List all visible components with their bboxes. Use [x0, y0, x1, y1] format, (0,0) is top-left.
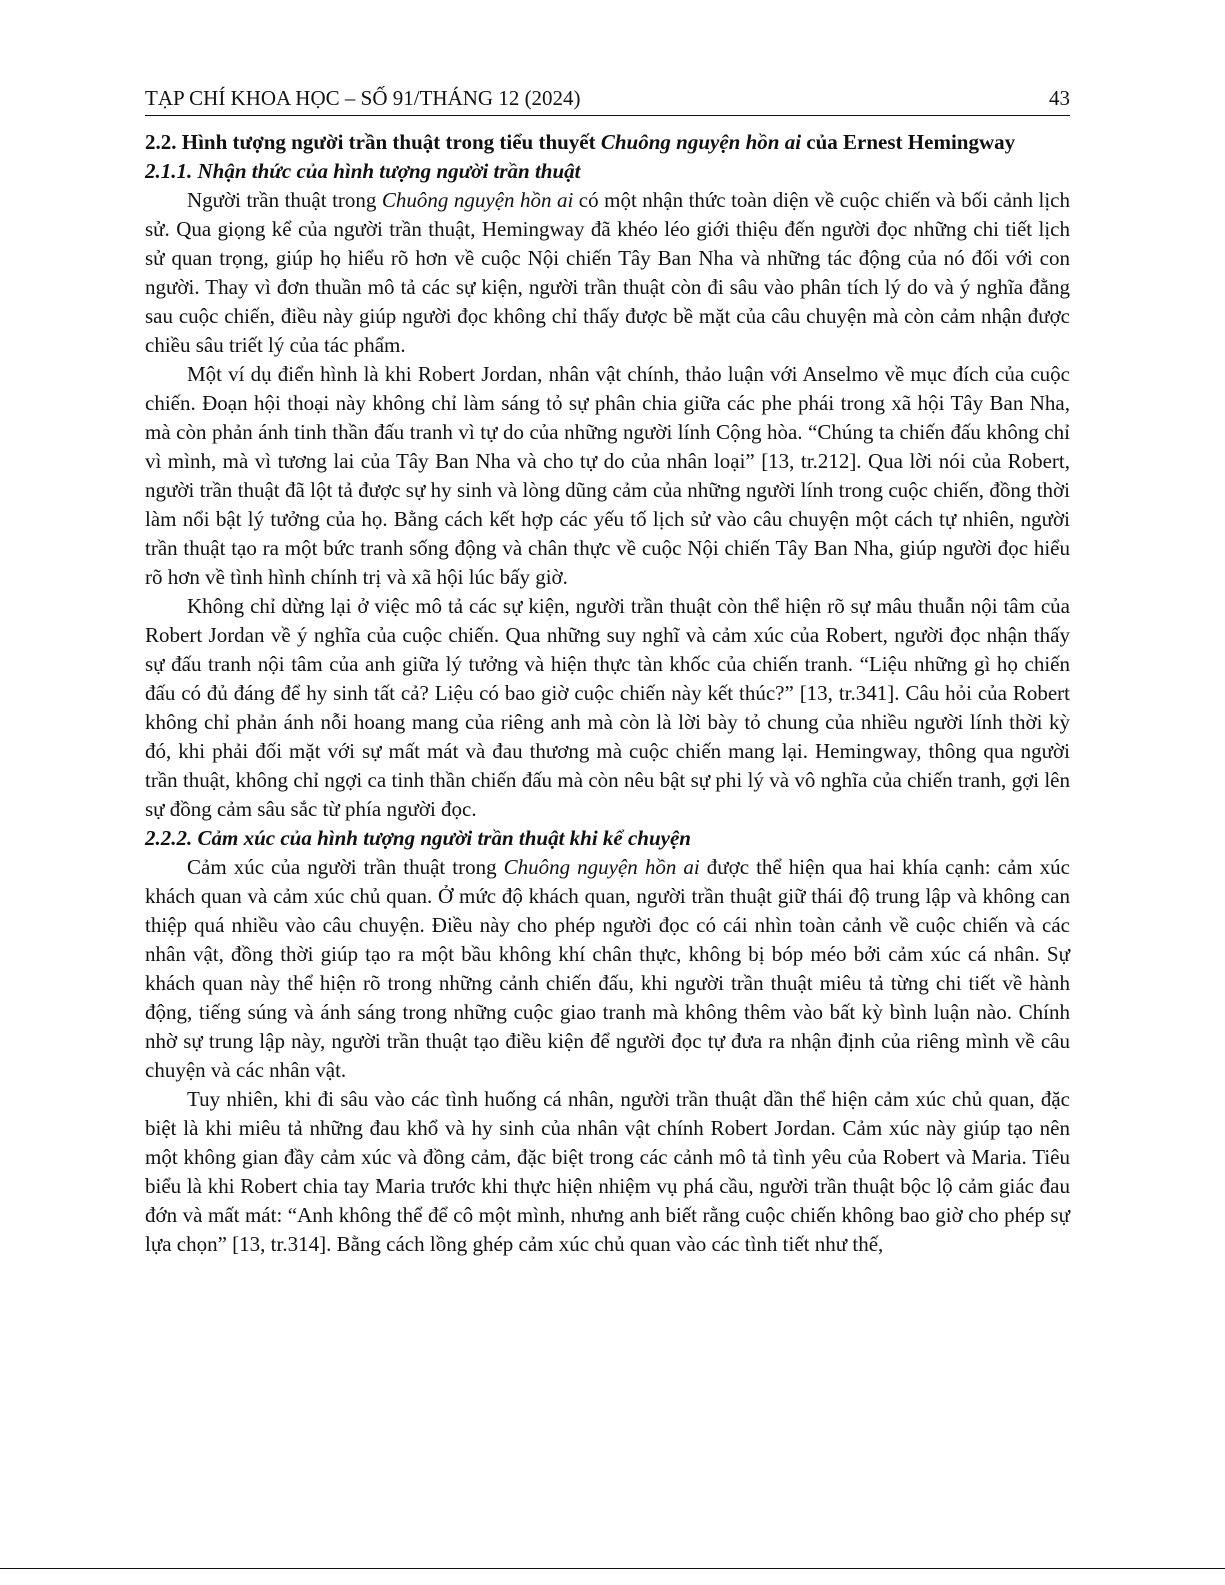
paragraph-4	[145, 853, 1070, 1085]
paragraph-1	[145, 186, 1070, 360]
article-body	[145, 128, 1070, 1259]
paragraph-5: Tuy nhiên, khi đi sâu vào các tình huống cá nhân, người trần thuật dần thể hiện cảm xúc chủ quan, đặc biệt là khi miêu tả những đau khổ và hy sinh của nhân vật chính Robert Jordan. Cảm xúc này giúp tạo nên một không gian đầy cảm xúc và đồng cảm, đặc biệt trong các cảnh mô tả tình yêu của Robert và Maria. Tiêu biểu là khi Robert chia tay Maria trước khi thực hiện nhiệm vụ phá cầu, người trần thuật bộc lộ cảm giác đau đớn và mất mát: “Anh không thể để cô một mình, nhưng anh biết rằng cuộc chiến không bao giờ cho phép sự lựa chọn” [13, tr.314]. Bằng cách lồng ghép cảm xúc chủ quan vào các tình tiết như thế,	[145, 1087, 1070, 1256]
page-bottom-rule	[0, 1568, 1225, 1569]
section-heading-suffix: của Ernest Hemingway	[801, 130, 1016, 154]
page-number: 43	[1049, 86, 1070, 110]
section-heading-prefix: 2.2. Hình tượng người trần thuật trong tiểu thuyết	[145, 130, 601, 154]
paragraph-4-rest: được thể hiện qua hai khía cạnh: cảm xúc khách quan và cảm xúc chủ quan. Ở mức độ khách quan, người trần thuật giữ thái độ trung lập và không can thiệp quá nhiều vào câu chuyện. Điều này cho phép người đọc có cái nhìn toàn cảnh về cuộc chiến và các nhân vật, đồng thời giúp tạo ra một bầu không khí chân thực, không bị bóp méo bởi cảm xúc cá nhân. Sự khách quan này thể hiện rõ trong những cảnh chiến đấu, khi người trần thuật miêu tả từng chi tiết về hành động, tiếng súng và ánh sáng trong những cuộc giao tranh mà không thêm vào bất kỳ bình luận nào. Chính nhờ sự trung lập này, người trần thuật tạo điều kiện để người đọc tự đưa ra nhận định của riêng mình về câu chuyện và các nhân vật.	[145, 855, 1070, 1082]
journal-page	[145, 86, 1070, 1259]
journal-title: TẠP CHÍ KHOA HỌC – SỐ 91/THÁNG 12 (2024)	[145, 86, 581, 110]
section-heading-2-2	[145, 128, 1070, 157]
paragraph-2: Một ví dụ điển hình là khi Robert Jordan, nhân vật chính, thảo luận với Anselmo về mục đích của cuộc chiến. Đoạn hội thoại này không chỉ làm sáng tỏ sự phân chia giữa các phe phái trong xã hội Tây Ban Nha, mà còn phản ánh tinh thần đấu tranh vì tự do của những người lính Cộng hòa. “Chúng ta chiến đấu không chỉ vì mình, mà vì tương lai của Tây Ban Nha và cho tự do của nhân loại” [13, tr.212]. Qua lời nói của Robert, người trần thuật đã lột tả được sự hy sinh và lòng dũng cảm của những người lính trong cuộc chiến, đồng thời làm nổi bật lý tưởng của họ. Bằng cách kết hợp các yếu tố lịch sử vào câu chuyện một cách tự nhiên, người trần thuật tạo ra một bức tranh sống động và chân thực về cuộc Nội chiến Tây Ban Nha, giúp người đọc hiểu rõ hơn về tình hình chính trị và xã hội lúc bấy giờ.	[145, 362, 1070, 589]
paragraph-4-novel-title: Chuông nguyện hồn ai	[503, 855, 700, 879]
paragraph-3: Không chỉ dừng lại ở việc mô tả các sự kiện, người trần thuật còn thể hiện rõ sự mâu thuẫn nội tâm của Robert Jordan về ý nghĩa của cuộc chiến. Qua những suy nghĩ và cảm xúc của Robert, người đọc nhận thấy sự đấu tranh nội tâm của anh giữa lý tưởng và hiện thực tàn khốc của chiến tranh. “Liệu những gì họ chiến đấu có đủ đáng để hy sinh tất cả? Liệu có bao giờ cuộc chiến này kết thúc?” [13, tr.341]. Câu hỏi của Robert không chỉ phản ánh nỗi hoang mang của riêng anh mà còn là lời bày tỏ chung của nhiều người lính thời kỳ đó, khi phải đối mặt với sự mất mát và đau thương mà cuộc chiến mang lại. Hemingway, thông qua người trần thuật, không chỉ ngợi ca tinh thần chiến đấu mà còn nêu bật sự phi lý và vô nghĩa của chiến tranh, gợi lên sự đồng cảm sâu sắc từ phía người đọc.	[145, 594, 1070, 821]
subheading-2-1-1: 2.1.1. Nhận thức của hình tượng người trần thuật	[145, 159, 581, 183]
paragraph-1-start: Người trần thuật trong	[187, 188, 382, 212]
section-heading-novel-title: Chuông nguyện hồn ai	[600, 130, 802, 154]
paragraph-1-rest: có một nhận thức toàn diện về cuộc chiến và bối cảnh lịch sử. Qua giọng kể của người trần thuật, Hemingway đã khéo léo giới thiệu đến người đọc những chi tiết lịch sử quan trọng, giúp họ hiểu rõ hơn về cuộc Nội chiến Tây Ban Nha và những tác động của nó đối với con người. Thay vì đơn thuần mô tả các sự kiện, người trần thuật còn đi sâu vào phân tích lý do và ý nghĩa đằng sau cuộc chiến, điều này giúp người đọc không chỉ thấy được bề mặt của câu chuyện mà còn cảm nhận được chiều sâu triết lý của tác phẩm.	[145, 188, 1070, 357]
paragraph-1-novel-title: Chuông nguyện hồn ai	[381, 188, 574, 212]
subheading-2-2-2: 2.2.2. Cảm xúc của hình tượng người trần thuật khi kể chuyện	[145, 826, 691, 850]
paragraph-4-start: Cảm xúc của người trần thuật trong	[187, 855, 504, 879]
running-header	[145, 86, 1070, 116]
